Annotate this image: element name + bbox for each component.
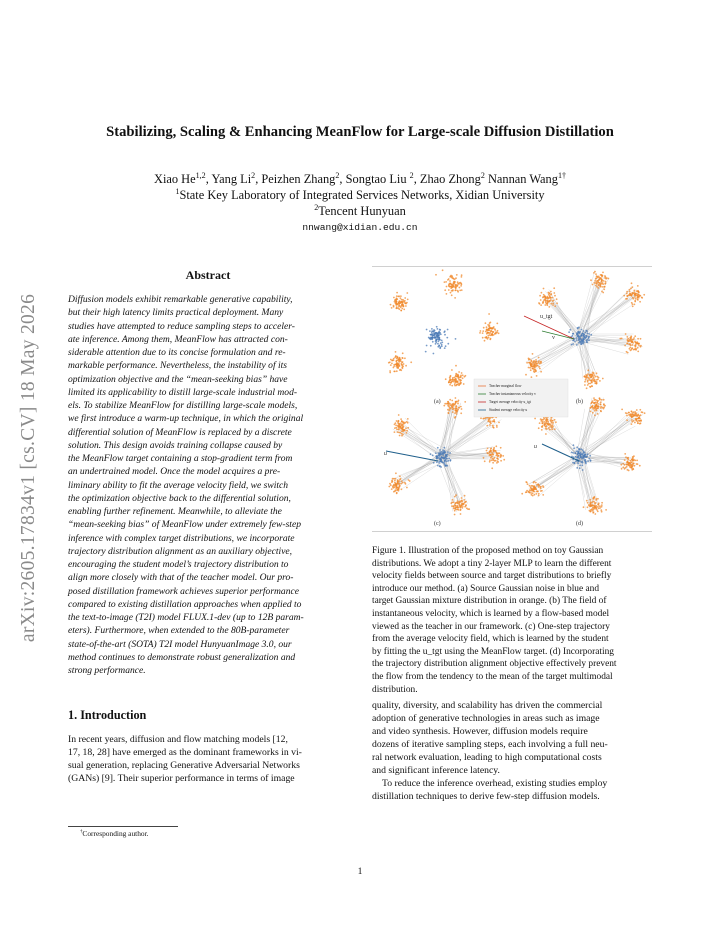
footnote-text: Corresponding author. (82, 829, 149, 838)
affiliation-2-mark: 2 (314, 203, 319, 212)
intro-line: (GANs) [9]. Their superior performance in terms of image (68, 773, 295, 784)
trajectory-line (448, 426, 492, 451)
caption-line: target Gaussian mixture distribution in orange. (b) The field of (372, 596, 607, 607)
abstract-line: differential solution of MeanFlow is replaced by a discrete (68, 426, 292, 438)
trajectory-line (527, 455, 578, 485)
introduction-heading: 1. Introduction (68, 708, 147, 722)
author-affiliation-mark: 2 (335, 171, 340, 180)
intro-line: dozens of iterative sampling steps, each involving a full neu- (372, 739, 608, 750)
target-mode (388, 472, 410, 494)
caption-line: Figure 1. Illustration of the proposed method on toy Gaussian (372, 546, 604, 556)
target-mode (620, 453, 640, 471)
trajectory-line (395, 457, 437, 487)
panel-label-b: (b) (576, 399, 583, 405)
author-affiliation-mark: 2 (480, 171, 485, 180)
abstract-line: markable performance. Nevertheless, the instability of its (68, 360, 288, 372)
affiliation-1-text: State Key Laboratory of Integrated Services Networks, Xidian University (179, 188, 545, 203)
abstract-line: liminary ability to fit the average velocity field, we switch (68, 479, 289, 491)
author-name: Nannan Wang (487, 172, 558, 187)
abstract-line: the text-to-image (T2I) model FLUX.1-dev (up to 12B param- (68, 612, 304, 623)
abstract-line: state-of-the-art (SOTA) T2I model HunyuanImage 3.0, our (68, 638, 292, 650)
contact-email: nnwang@xidian.edu.cn (302, 222, 418, 233)
caption-line: velocity fields between source and target distributions to briefly (372, 571, 612, 582)
target-mode (538, 287, 558, 308)
intro-line: To reduce the inference overhead, existing studies employ (382, 778, 608, 789)
intro-line: sual generation, replacing Generative Adversarial Networks (68, 760, 300, 771)
vector-label-v: v (552, 335, 555, 341)
caption-line: distributions. We adopt a tiny 2-layer MLP to learn the different (372, 558, 612, 569)
author-separator: , (413, 172, 420, 187)
intro-line: and video synthesis. However, diffusion models require (372, 726, 588, 737)
trajectory-line (581, 418, 635, 454)
author-affiliation-mark: 1† (557, 171, 566, 180)
trajectory-line (536, 454, 579, 487)
abstract-line: strong performance. (68, 665, 146, 676)
target-mode (583, 369, 603, 389)
abstract-line: “mean-seeking bias” of MeanFlow under extremely few-step (68, 519, 301, 531)
abstract-line: els. To stabilize MeanFlow for distilling large-scale models, (68, 400, 298, 411)
student-average-velocity-arrow-c (386, 451, 438, 461)
author-separator: , (339, 172, 346, 187)
panel-label-a: (a) (434, 399, 441, 405)
trajectory-line (552, 427, 581, 457)
figure-1-caption (372, 545, 652, 696)
trajectory-line (584, 296, 636, 333)
abstract-line: but their high latency limits practical deployment. Many (68, 307, 284, 319)
vector-label-u-d: u (534, 444, 537, 450)
vector-label-u-c: u (384, 451, 387, 457)
target-mode-a (435, 269, 463, 298)
trajectory-line (537, 458, 583, 497)
target-mode-a (479, 313, 499, 342)
footnote-rule (68, 826, 178, 827)
target-mode (450, 494, 470, 515)
author-affiliation-mark: 2 (409, 171, 414, 180)
target-mode (525, 353, 542, 378)
trajectory-line (535, 461, 580, 494)
intro-line: adoption of generative technologies in areas such as image (372, 713, 600, 724)
trajectory-line (551, 295, 577, 334)
trajectory-line (402, 428, 444, 454)
vector-label-utgt: u_tgt (540, 314, 553, 320)
caption-line: by fitting the u_tgt using the MeanFlow target. (d) Incorporating (372, 646, 614, 657)
trajectory-line (538, 340, 582, 373)
affiliation-2 (40, 203, 680, 219)
figure-1 (372, 266, 652, 532)
author-list (40, 171, 680, 187)
intro-line: and significant inference latency. (372, 765, 500, 776)
author-name: Zhao Zhong (419, 172, 481, 187)
trajectory-line (444, 458, 464, 502)
figure-1-illustration (372, 267, 652, 531)
abstract-heading: Abstract (185, 268, 231, 282)
abstract-body (68, 293, 348, 677)
author-affiliation-mark: 2 (251, 171, 256, 180)
trajectory-line (444, 421, 494, 459)
trajectory-line (551, 299, 576, 336)
author-affiliation-mark: 1,2 (195, 171, 206, 180)
figure-legend (474, 379, 568, 417)
affiliation-2-text: Tencent Hunyuan (318, 204, 406, 219)
author-separator: , (205, 172, 212, 187)
abstract-line: we first introduce a warm-up technique, in which the original (68, 413, 304, 425)
author-name: Yang Li (211, 172, 252, 187)
arxiv-identifier (14, 258, 44, 678)
abstract-line: Diffusion models exhibit remarkable generative capability, (68, 294, 293, 305)
affiliation-1 (40, 187, 680, 203)
caption-line: viewed as the teacher in our framework. (c) One-step trajectory (372, 621, 610, 632)
abstract-line: an undertrained model. Once the model acquires a pre- (68, 466, 281, 478)
target-mode-a (445, 365, 467, 387)
target-mode-a (390, 292, 409, 312)
abstract-line: optimization objective and the “mean-seeking bias” have (68, 373, 288, 385)
trajectory-line (553, 301, 580, 339)
target-mode (394, 414, 410, 437)
trajectory-line (398, 430, 437, 455)
abstract-line: studies have attempted to reduce sampling steps to acceler- (68, 320, 295, 332)
footnote (80, 829, 149, 838)
trajectory-line (577, 463, 586, 510)
legend-label-teacher-velocity: Teacher instantaneous velocity v (489, 392, 536, 397)
target-mode-a (388, 351, 412, 373)
author-name: Xiao He (154, 172, 196, 187)
trajectory-line (538, 457, 575, 487)
author-name: Peizhen Zhang (261, 172, 336, 187)
abstract-line: the optimization objective back to the differential solution, (68, 492, 291, 504)
abstract-line: ate inference. Among them, MeanFlow has attracted con- (68, 333, 288, 345)
abstract-line: align more closely with that of the teacher model. Our pro- (68, 572, 294, 584)
trajectory-line (575, 342, 589, 375)
trajectory-line (584, 294, 635, 334)
abstract-line: inference with complex target distributions, we incorporate (68, 532, 295, 544)
caption-line: the flow from the tendency to the mean of the target multimodal (372, 671, 613, 682)
intro-line: quality, diversity, and scalability has driven the commercial (372, 700, 603, 711)
trajectory-line (441, 460, 462, 506)
caption-line: distribution. (372, 684, 418, 695)
target-mode (589, 397, 606, 416)
author-name: Songtao Liu (345, 172, 410, 187)
target-mode (443, 397, 466, 419)
legend-label-student-velocity: Student average velocity u (489, 408, 528, 413)
trajectory-line (441, 415, 493, 457)
panel-label-d: (d) (576, 521, 583, 527)
trajectory-line (583, 294, 639, 338)
abstract-line: compared to existing distillation approaches when applied to (68, 598, 302, 610)
trajectory-line (405, 426, 438, 455)
abstract-line: eters). Furthermore, when extended to the 80B-parameter (68, 625, 290, 637)
caption-line: the trajectory distribution alignment objective effectively prevent (372, 659, 617, 670)
intro-line: 17, 18, 28] have emerged as the dominant frameworks in vi- (68, 747, 302, 758)
trajectory-line (444, 420, 502, 455)
intro-line: ral network evaluation, leading to high computational costs (372, 752, 602, 763)
abstract-line: encouraging the student model’s trajectory distribution to (68, 559, 289, 570)
caption-line: from the average velocity field, which is learned by the student (372, 634, 609, 645)
caption-line: instantaneous velocity, which is learned by a flow-based model (372, 608, 610, 619)
arxiv-identifier-text: arXiv:2605.17834v1 [cs.CV] 18 May 2026 (18, 293, 39, 643)
abstract-line: enabling further refinement. Meanwhile, to alleviate the (68, 506, 282, 517)
target-mode (583, 496, 607, 515)
footnote-mark: † (80, 829, 83, 835)
source-distribution-a (425, 326, 457, 355)
caption-line: introduce our method. (a) Source Gaussian noise in blue and (372, 583, 600, 594)
panel-label-c: (c) (434, 521, 441, 527)
introduction-left-column (68, 733, 348, 785)
page-number: 1 (357, 866, 363, 877)
abstract-line: solution. This design avoids training collapse caused by (68, 439, 283, 451)
abstract-line: siderable attention due to its concise formulation and re- (68, 347, 286, 358)
abstract-line: method continues to demonstrate robust generalization and (68, 651, 296, 663)
abstract-line: posed distillation framework achieves superior performance (68, 585, 299, 597)
legend-label-teacher-flow: Teacher marginal flow (489, 384, 522, 389)
abstract-line: trajectory distribution alignment as an auxiliary objective, (68, 545, 293, 557)
trajectory-line (535, 339, 579, 363)
intro-line: In recent years, diffusion and flow matching models [12, (68, 734, 288, 745)
author-separator: , (255, 172, 262, 187)
intro-line: distillation techniques to derive few-step diffusion models. (372, 791, 600, 802)
abstract-line: limited its applicability to distill large-scale industrial mod- (68, 386, 298, 398)
target-mode (590, 271, 609, 294)
abstract-line: the MeanFlow target containing a stop-gradient term from (68, 453, 293, 464)
affiliation-1-mark: 1 (175, 187, 180, 196)
trajectory-line (543, 428, 581, 459)
legend-label-target-velocity: Target average velocity u_tgt (489, 400, 531, 405)
trajectory-line (579, 295, 637, 336)
target-mode (623, 282, 645, 307)
introduction-right-column (372, 699, 652, 803)
paper-title: Stabilizing, Scaling & Enhancing MeanFlow for Large-scale Diffusion Distillation (106, 124, 614, 140)
